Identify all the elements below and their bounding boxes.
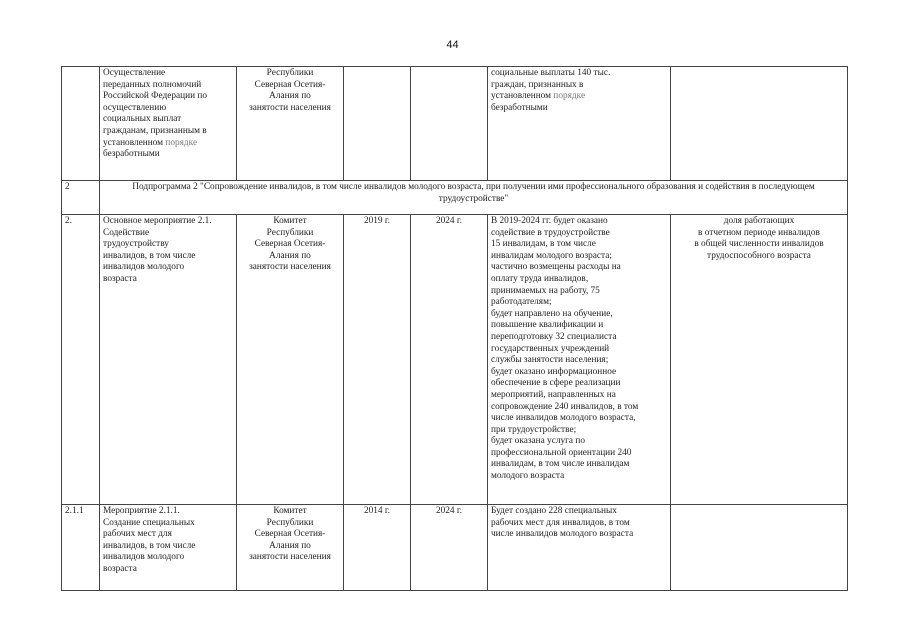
activity-title-cell: Мероприятие 2.1.1. Создание специальных рабочих мест для инвалидов, в том числе инвалидов молодого возраста: [100, 505, 237, 591]
result-text-tail: порядке: [553, 91, 586, 102]
indicator-cell: [671, 67, 848, 181]
page-number: 44: [446, 39, 459, 51]
row-number-cell: 2.: [62, 215, 100, 505]
row-number-cell: 2.1.1: [62, 505, 100, 591]
indicator-cell: доля работающих в отчетном периоде инвалидов в общей численности инвалидов трудоспособного возраста: [671, 215, 848, 505]
start-year-cell: 2019 г.: [344, 215, 411, 505]
table-row-subprogram: [62, 181, 848, 215]
result-text-end: безработными: [491, 102, 548, 113]
subprogram-title: Подпрограмма 2 "Сопровождение инвалидов, в том числе инвалидов молодого возраста, при получении ими профессионального образования и содействия в последующем трудоустройстве": [100, 181, 848, 215]
activity-title-tail: порядке: [165, 137, 198, 148]
row-number-cell: [62, 67, 100, 181]
end-year-cell: 2024 г.: [411, 215, 488, 505]
end-year-cell: 2024 г.: [411, 505, 488, 591]
activity-title-cell: [100, 67, 237, 181]
start-year-cell: [344, 67, 411, 181]
table-row: [62, 215, 848, 505]
executor-cell: Республики Северная Осетия- Алания по занятости населения: [237, 67, 344, 181]
end-year-cell: [411, 67, 488, 181]
indicator-cell: [671, 505, 848, 591]
table-row: [62, 505, 848, 591]
start-year-cell: 2014 г.: [344, 505, 411, 591]
executor-cell: Комитет Республики Северная Осетия- Алания по занятости населения: [237, 505, 344, 591]
activity-title-cell: Основное мероприятие 2.1. Содействие трудоустройству инвалидов, в том числе инвалидов молодого возраста: [100, 215, 237, 505]
plan-table: [61, 66, 848, 591]
result-cell: Будет создано 228 специальных рабочих мест для инвалидов, в том числе инвалидов молодого возраста: [488, 505, 671, 591]
result-cell: [488, 67, 671, 181]
executor-cell: Комитет Республики Северная Осетия- Алания по занятости населения: [237, 215, 344, 505]
activity-title-end: безработными: [103, 149, 160, 160]
result-cell: В 2019-2024 гг. будет оказано содействие в трудоустройстве 15 инвалидам, в том числе инвалидам молодого возраста; частично возмещены расходы на оплату труда инвалидов, принимаемых на работу, 75 работодателям; будет направлено на обучение, повышение квалификации и переподготовку 32 специалиста государственных учреждений службы занятости населения; будет оказано информационное обеспечение в сфере реализации мероприятий, направленных на сопровождение 240 инвалидов, в том числе инвалидов молодого возраста, при трудоустройстве; будет оказана услуга по профессиональной ориентации 240 инвалидам, в том числе инвалидам молодого возраста: [488, 215, 671, 505]
row-number-cell: 2: [62, 181, 100, 215]
result-text: социальные выплаты 140 тыс. граждан, признанных в установленном: [491, 68, 611, 102]
activity-title: Осуществление переданных полномочий Российской Федерации по осуществлению социальных выплат гражданам, признанным в установленном: [103, 68, 207, 148]
table-row: [62, 67, 848, 181]
